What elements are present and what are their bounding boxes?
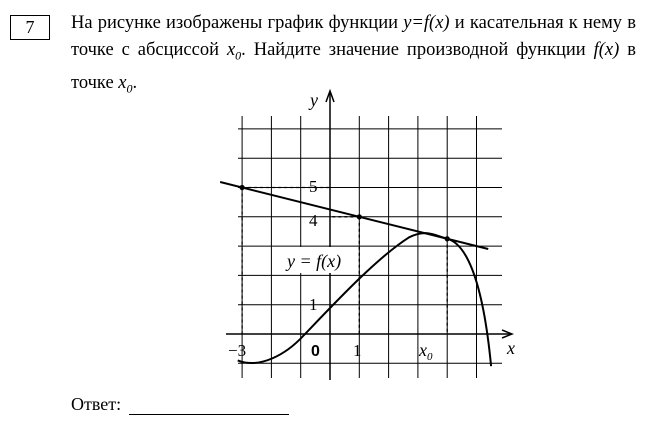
- axes: [226, 91, 512, 380]
- answer-row: [71, 394, 289, 415]
- x0-tick-label: $x_0$: [419, 340, 433, 363]
- task-text-3: . Найдите значение производной функции: [241, 40, 594, 60]
- tangent-point: [240, 185, 245, 190]
- y-axis-label: y: [310, 90, 318, 110]
- answer-field[interactable]: [129, 396, 289, 415]
- y-tick-label-4: 4: [309, 211, 318, 230]
- tangent-point: [445, 236, 450, 241]
- task-text-4: в точке: [71, 40, 636, 93]
- task-text-5: .: [132, 72, 138, 93]
- x-tick-label-neg3: −3: [228, 341, 247, 360]
- tangent-point: [357, 214, 362, 219]
- x-tick-label-1: 1: [353, 341, 362, 360]
- y-tick-label-1: 1: [309, 295, 318, 314]
- task-number: [10, 15, 50, 40]
- x0-expr: $x_0$: [226, 40, 242, 63]
- task-text-2: и касательная к нему в точке с абсциссой: [71, 13, 636, 60]
- x-axis-label: x: [507, 338, 515, 358]
- curve-label: y = f(x): [287, 251, 342, 271]
- origin-label: 0: [311, 343, 320, 360]
- task-number-text: 7: [25, 17, 35, 37]
- x0-expr-2: $x_0$: [118, 72, 133, 96]
- function-curve: [238, 233, 491, 366]
- answer-label: Ответ:: [71, 394, 122, 414]
- function-graph: [220, 88, 520, 383]
- task-text-1: На рисунке изображены график функции: [71, 13, 404, 33]
- func-expr: y=f(x): [403, 13, 450, 33]
- y-tick-label-5: 5: [309, 177, 318, 196]
- f-expr: f(x): [593, 40, 620, 60]
- grid: [238, 116, 502, 378]
